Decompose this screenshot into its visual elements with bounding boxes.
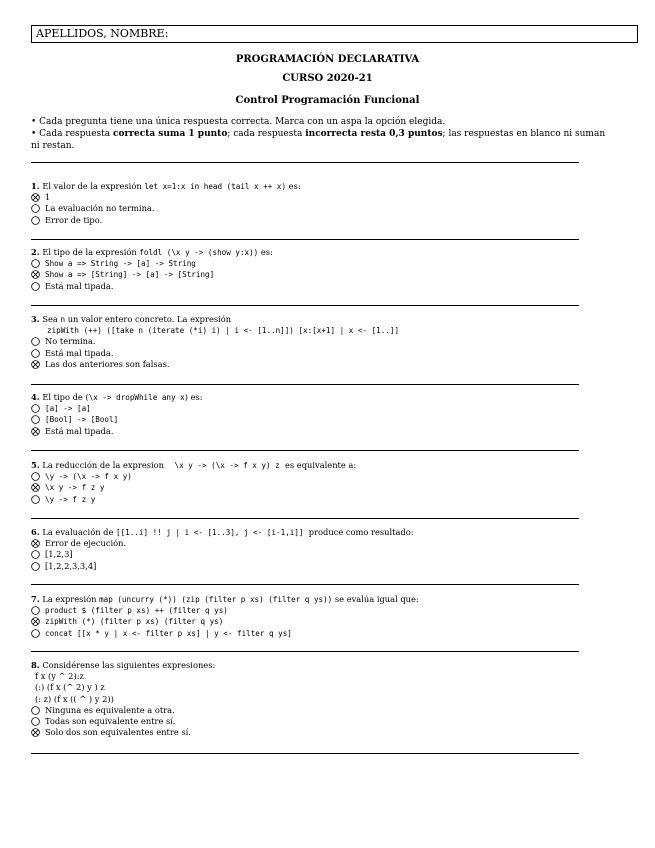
course-title: PROGRAMACIÓN DECLARATIVA [235,54,420,65]
radio-icon[interactable] [31,204,40,213]
instruction-2: • Cada respuesta correcta suma 1 punto; cada respuesta incorrecta resta 0,3 puntos; las respuestas en blanco ni suman ni restan. [31,129,606,151]
divider [31,239,579,240]
checked-radio-icon[interactable] [31,539,40,548]
name-field[interactable]: APELLIDOS, NOMBRE: [31,25,638,43]
radio-icon[interactable] [31,404,40,413]
divider [31,305,579,306]
question-2 [31,247,611,292]
question-5 [31,460,611,505]
divider [31,518,579,519]
option[interactable]: [1,2,2,3,3,4] [31,561,611,572]
question-1 [31,181,611,226]
instruction-1: • Cada pregunta tiene una única respuesta correcta. Marca con un aspa la opción elegida. [31,117,446,127]
instructions [31,116,611,152]
code-line: zipWith (++) ([take n (iterate (*i) i) | i <- [1..n]]) [x:[x+1] | x <- [1..]] [47,326,400,336]
checked-radio-icon[interactable] [31,193,40,202]
checked-radio-icon[interactable] [31,728,40,737]
expression-line: f x (y ^ 2):z [35,671,84,682]
radio-icon[interactable] [31,415,40,424]
question-4 [31,392,611,437]
option[interactable]: Está mal tipada. [31,426,611,437]
question-stem: 7. La expresión map (uncurry (*)) (zip (filter p xs) (filter q ys)) se evalúa igual que: [31,594,419,604]
exam-subtitle: Control Programación Funcional [235,95,420,106]
radio-icon[interactable] [31,550,40,559]
question-6 [31,527,611,572]
radio-icon[interactable] [31,629,40,638]
option[interactable]: [Bool] -> [Bool] [31,414,611,425]
question-stem: 4. El tipo de (\x -> dropWhile any x) es: [31,392,203,402]
divider [31,753,579,754]
divider [31,162,579,163]
option[interactable]: \y -> f z y [31,494,611,505]
checked-radio-icon[interactable] [31,617,40,626]
radio-icon[interactable] [31,349,40,358]
question-stem: 1. El valor de la expresión let x=1:x in head (tail x ++ x) es: [31,181,301,191]
checked-radio-icon[interactable] [31,483,40,492]
option[interactable]: Está mal tipada. [31,281,611,292]
option[interactable]: Solo dos son equivalentes entre sí. [31,727,611,738]
option[interactable]: Ninguna es equivalente a otra. [31,705,611,716]
option[interactable]: La evaluación no termina. [31,203,611,214]
radio-icon[interactable] [31,259,40,268]
radio-icon[interactable] [31,282,40,291]
radio-icon[interactable] [31,717,40,726]
option[interactable]: concat [[x * y | x <- filter p xs] | y <- filter q ys] [31,628,611,639]
question-stem: 5. La reducción de la expresion \x y -> (\x -> f x y) z es equivalente a: [31,460,357,470]
option[interactable]: Show a => String -> [a] -> String [31,258,611,269]
option[interactable]: Está mal tipada. [31,348,611,359]
radio-icon[interactable] [31,472,40,481]
question-stem: 6. La evaluación de [[1..i] !! j | i <- [1..3], j <- [i-1,i]] produce como resultado: [31,527,414,537]
option[interactable]: 1 [31,192,611,203]
option[interactable]: Show a => [String] -> [a] -> [String] [31,269,611,280]
option[interactable]: zipWith (*) (filter p xs) (filter q ys) [31,616,611,627]
expression-line: (: z) (f x (( ^ ) y 2)) [35,693,114,704]
option[interactable]: Error de tipo. [31,215,611,226]
option[interactable]: Error de ejecución. [31,538,611,549]
option[interactable]: [1,2,3] [31,549,611,560]
option[interactable]: Las dos anteriores son falsas. [31,359,611,370]
question-3 [31,314,611,370]
divider [31,651,579,652]
checked-radio-icon[interactable] [31,270,40,279]
expression-line: (:) (f x (^ 2) y ) z [35,682,105,693]
radio-icon[interactable] [31,562,40,571]
radio-icon[interactable] [31,216,40,225]
divider [31,450,579,451]
question-stem: 2. El tipo de la expresión foldl (\x y -> (show y:x)) es: [31,247,273,257]
radio-icon[interactable] [31,337,40,346]
question-stem: 8. Considérense las siguientes expresiones: [31,660,216,670]
option[interactable]: [a] -> [a] [31,403,611,414]
checked-radio-icon[interactable] [31,427,40,436]
question-8 [31,660,611,738]
radio-icon[interactable] [31,706,40,715]
option[interactable]: Todas son equivalente entre sí. [31,716,611,727]
option[interactable]: product $ (filter p xs) ++ (filter q ys) [31,605,611,616]
option[interactable]: \y -> (\x -> f x y) [31,471,611,482]
course-year: CURSO 2020-21 [282,73,373,84]
question-stem: 3. Sea n un valor entero concreto. La expresión [31,314,232,324]
checked-radio-icon[interactable] [31,360,40,369]
option[interactable]: \x y -> f z y [31,482,611,493]
radio-icon[interactable] [31,606,40,615]
question-7 [31,594,611,639]
option[interactable]: No termina. [31,336,611,347]
divider [31,584,579,585]
divider [31,384,579,385]
radio-icon[interactable] [31,495,40,504]
